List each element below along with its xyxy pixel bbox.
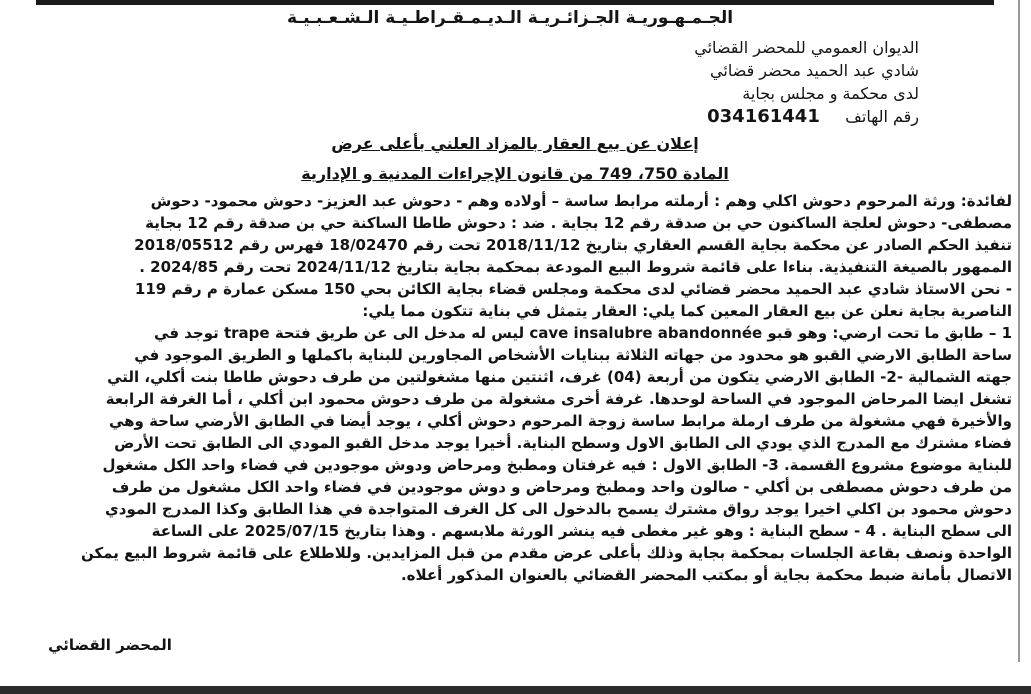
body-line: للبناية موضوع مشروع القسمة. 3- الطابق الاول : فيه غرفتان ومطبخ ومرحاض ودوش موجودين في فضاء واحد الكل مشغول [102, 456, 1012, 474]
republic-header: الجـمـهـوريـة الجـزائـريـة الـديـمـقـراطـيـة الـشـعـبـيـة [286, 8, 734, 28]
bottom-border-line [0, 686, 1031, 694]
body-line: دحوش محمود بن اكلي اخيرا يوجد رواق مشترك يسمح بالدخول الى كل الغرف المتواجدة في هذا الطابق وكذا المدرج المودي [105, 500, 1012, 518]
body-line: الواحدة ونصف بقاعة الجلسات بمحكمة بجاية وذلك بأعلى عرض مقدم من قبل المزايدين. وللاطلاع على قائمة شروط البيع يمكن [80, 544, 1012, 562]
announcement-title: إعلان عن بيع العقار بالمزاد العلني بأعلى عرض [331, 134, 699, 153]
office-name: الديوان العمومي للمحضر القضائي [694, 38, 919, 57]
body-line: جهته الشمالية -2- الطابق الارضي يتكون من أربعة (04) غرف، اثنتين منها مشغولتين من طرف دحوش طاطا بنت أكلي، التي [107, 368, 1012, 386]
signature-label: المحضر القضائي [48, 636, 172, 654]
body-line: والأخيرة فهي مشغولة من طرف ارملة مرابط ساسة زوجة المرحوم دحوش أكلي ، يوجد أيضا في الطابق الأرضي ساحة وهي [108, 412, 1012, 430]
body-line: تنفيذ الحكم الصادر عن محكمة بجاية القسم العقاري بتاريخ 2018/11/12 تحت رقم 18/02470 فهرس رقم 2018/05512 [134, 236, 1012, 254]
body-line: من طرف دحوش مصطفى بن أكلي - صالون واحد ومطبخ ومرحاض و دوش موجودين في فضاء واحد الكل مشغول من طرف [111, 478, 1012, 496]
legal-basis-title: المادة 750، 749 من قانون الإجراءات المدنية و الإدارية [301, 164, 729, 183]
bailiff-name: شادي عبد الحميد محضر قضائي [710, 61, 919, 80]
body-line: الممهور بالصيغة التنفيذية. بناءا على قائمة شروط البيع المودعة بمحكمة بجاية بتاريخ 2024/11/12 تحت رقم 2024/85 . [139, 258, 1012, 276]
body-line: ساحة الطابق الارضي القبو هو محدود من جهاته الثلاثة ببنايات الأشخاص المجاورين للبناية باكملها و الطريق الموجود في [134, 346, 1012, 364]
phone-number: 034161441 [707, 106, 820, 127]
right-border-line [1018, 0, 1020, 662]
body-line: الى سطح البناية . 4 - سطح البناية : وهو غير مغطى فيه ينشر الورثة ملابسهم . وهذا بتاريخ 2025/07/15 على الساعة [151, 522, 1012, 540]
court-name: لدى محكمة و مجلس بجاية [742, 84, 919, 103]
body-line: الناصرية بجاية نعلن عن بيع العقار المعين كما يلي: العقار يتمثل في بناية تتكون مما يلي: [362, 302, 1012, 320]
body-line: - نحن الاستاذ شادي عبد الحميد محضر قضائي لدى محكمة ومجلس قضاء بجاية الكائن بحي 150 مسكن عمارة م رقم 119 [134, 280, 1012, 298]
announcement-body [22, 190, 1012, 586]
phone-line [707, 106, 919, 127]
body-line: تشغل ايضا المرحاض الموجود في الساحة لوحدها. غرفة أخرى مشغولة من طرف دحوش محمود ابن أكلي ، أما الغرفة الرابعة [105, 390, 1012, 408]
body-line: لفائدة: ورثة المرحوم دحوش اكلي وهم : أرملته مرابط ساسة – أولاده وهم - دحوش عبد العزيز- دحوش محمود- دحوش [150, 192, 1012, 210]
body-line: فضاء مشترك مع المدرج الذي يودي الى الطابق الاول وسطح البناية. أخيرا يوجد مدخل القبو المودي الى الطابق تحت الأرض [114, 434, 1012, 452]
phone-label: رقم الهاتف [845, 107, 919, 126]
body-line: الاتصال بأمانة ضبط محكمة بجاية أو بمكتب المحضر القضائي بالعنوان المذكور أعلاه. [400, 566, 1012, 584]
body-line: مصطفى- دحوش لعلجة الساكنون حي بن صدقة رقم 12 بجاية . ضد : دحوش طاطا الساكنة حي بن صدقة رقم 12 بجاية [145, 214, 1012, 232]
top-border-line [36, 0, 994, 5]
body-line: 1 – طابق ما تحت ارضي: وهو قبو cave insalubre abandonnée ليس له مدخل الى عن طريق فتحة trape توجد في [154, 324, 1012, 342]
